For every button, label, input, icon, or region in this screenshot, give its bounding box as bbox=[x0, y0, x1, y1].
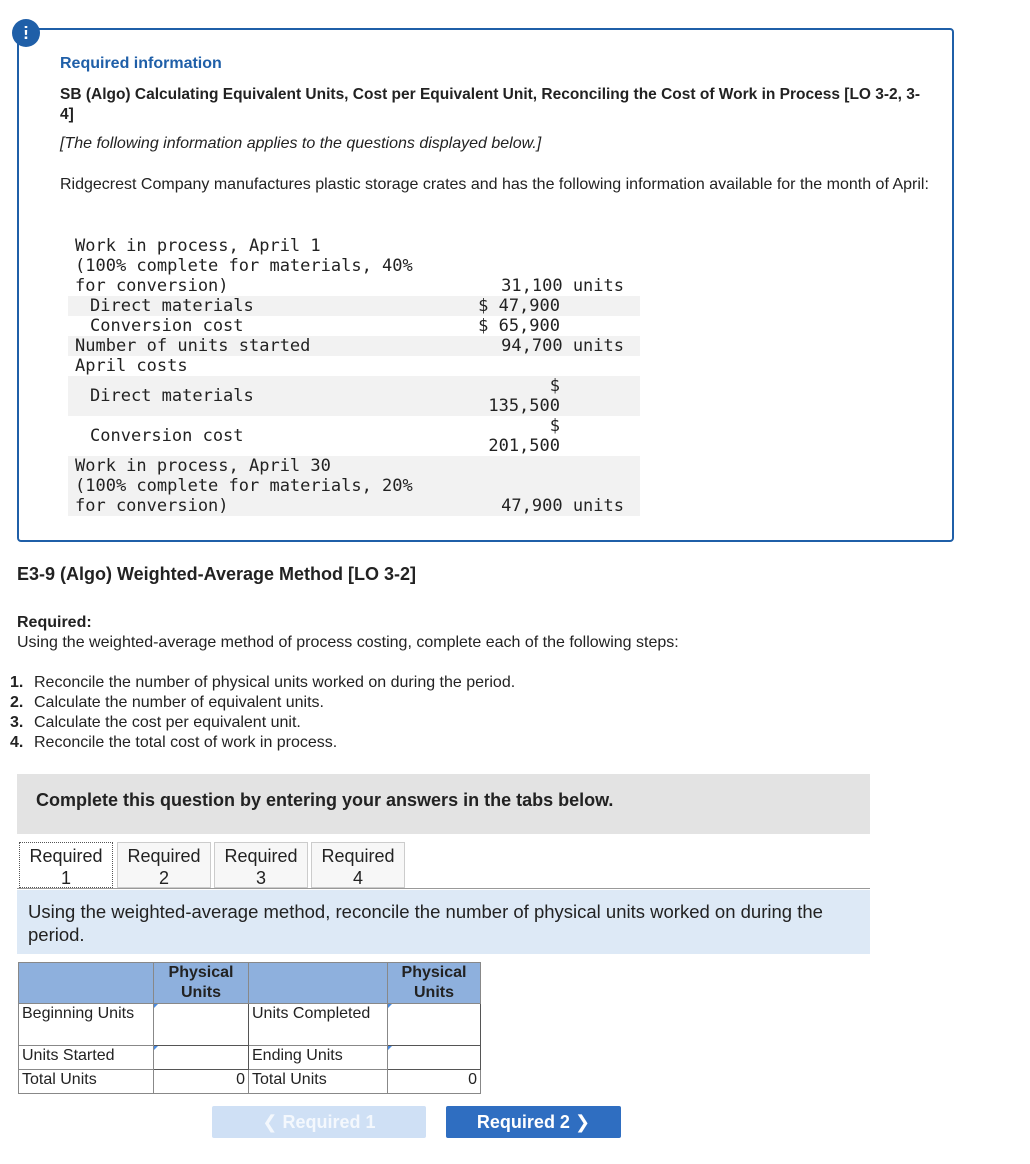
list-item: 1. Reconcile the number of physical units worked on during the period. bbox=[10, 674, 516, 691]
units-completed-label: Units Completed bbox=[249, 1004, 388, 1046]
total-units-left-label: Total Units bbox=[19, 1070, 154, 1094]
cc-beginning-label: Conversion cost bbox=[90, 316, 244, 336]
tab-required-2[interactable]: Required 2 bbox=[117, 842, 211, 888]
cc-beginning-row bbox=[68, 316, 640, 336]
beginning-units-label: Beginning Units bbox=[19, 1004, 154, 1046]
total-units-left-value: 0 bbox=[154, 1070, 249, 1094]
dm-april-dollar: $ bbox=[549, 376, 560, 396]
list-item: 2. Calculate the number of equivalent units. bbox=[10, 694, 324, 711]
required-text: Using the weighted-average method of process costing, complete each of the following steps: bbox=[17, 634, 679, 651]
exercise-title: E3-9 (Algo) Weighted-Average Method [LO 3-2] bbox=[17, 564, 417, 584]
ending-units-label: Ending Units bbox=[249, 1046, 388, 1070]
dm-april-label: Direct materials bbox=[90, 386, 254, 406]
april-costs-row bbox=[68, 356, 640, 376]
units-completed-input[interactable] bbox=[388, 1004, 481, 1046]
wip-april1-row bbox=[68, 236, 640, 296]
beginning-units-input[interactable] bbox=[154, 1004, 249, 1046]
complete-question-text: Complete this question by entering your answers in the tabs below. bbox=[36, 790, 614, 810]
dm-beginning-value: $ 47,900 bbox=[478, 296, 560, 316]
ending-units-input[interactable] bbox=[388, 1046, 481, 1070]
wip-april30-units: 47,900 units bbox=[501, 496, 624, 516]
list-item: 3. Calculate the cost per equivalent unit. bbox=[10, 714, 301, 731]
units-started-row bbox=[68, 336, 640, 356]
units-started-label: Units Started bbox=[19, 1046, 154, 1070]
dm-april-value: 135,500 bbox=[488, 396, 560, 416]
required-information-heading: Required information bbox=[60, 55, 222, 72]
dm-beginning-row bbox=[68, 296, 640, 316]
wip-april1-label: Work in process, April 1 bbox=[75, 236, 321, 256]
steps-list bbox=[10, 673, 515, 753]
chevron-right-icon: ❯ bbox=[574, 1112, 591, 1132]
wip-april1-conversion: for conversion) bbox=[75, 276, 229, 296]
previous-button[interactable] bbox=[212, 1106, 426, 1138]
problem-title: SB (Algo) Calculating Equivalent Units, Cost per Equivalent Unit, Reconciling the Cost of Work in Process [LO 3-2, 3-4] bbox=[60, 86, 921, 123]
physical-units-table bbox=[18, 962, 481, 1094]
wip-april30-row bbox=[68, 456, 640, 516]
total-units-right-value: 0 bbox=[388, 1070, 481, 1094]
header-physical-units-left: Physical Units bbox=[154, 963, 249, 1004]
chevron-left-icon: ❮ bbox=[262, 1112, 278, 1132]
wip-april30-completion: (100% complete for materials, 20% bbox=[75, 476, 413, 496]
tab-required-1[interactable]: Required 1 bbox=[19, 842, 113, 888]
cc-april-label: Conversion cost bbox=[90, 426, 244, 446]
alert-icon: ! bbox=[12, 19, 40, 47]
next-button-label: Required 2 bbox=[476, 1112, 570, 1132]
wip-april30-label: Work in process, April 30 bbox=[75, 456, 331, 476]
wip-april30-conversion: for conversion) bbox=[75, 496, 229, 516]
wip-april1-units: 31,100 units bbox=[501, 276, 624, 296]
cc-april-value: 201,500 bbox=[488, 436, 560, 456]
intro-text: Ridgecrest Company manufactures plastic storage crates and has the following information available for the month of April: bbox=[60, 176, 929, 193]
required-label: Required: bbox=[17, 614, 92, 631]
applies-note: [The following information applies to the questions displayed below.] bbox=[60, 135, 542, 152]
total-units-right-label: Total Units bbox=[249, 1070, 388, 1094]
cc-april-row bbox=[68, 416, 640, 456]
complete-question-banner bbox=[17, 774, 870, 834]
april-costs-label: April costs bbox=[75, 356, 188, 376]
tab-required-4[interactable]: Required 4 bbox=[311, 842, 405, 888]
next-button[interactable] bbox=[446, 1106, 621, 1138]
cc-april-dollar: $ bbox=[549, 416, 560, 436]
header-blank bbox=[19, 963, 154, 1004]
tab-required-3[interactable]: Required 3 bbox=[214, 842, 308, 888]
cc-beginning-value: $ 65,900 bbox=[478, 316, 560, 336]
list-item: 4. Reconcile the total cost of work in process. bbox=[10, 734, 338, 751]
previous-button-label: Required 1 bbox=[282, 1112, 376, 1132]
units-started-value: 94,700 units bbox=[501, 336, 624, 356]
wip-april1-completion: (100% complete for materials, 40% bbox=[75, 256, 413, 276]
header-blank-right bbox=[249, 963, 388, 1004]
instruction-text: Using the weighted-average method, reconcile the number of physical units worked on during the period. bbox=[28, 901, 823, 945]
header-physical-units-right: Physical Units bbox=[388, 963, 481, 1004]
instruction-panel bbox=[17, 890, 870, 954]
dm-april-row bbox=[68, 376, 640, 416]
tab-divider bbox=[17, 888, 870, 889]
dm-beginning-label: Direct materials bbox=[90, 296, 254, 316]
units-started-label: Number of units started bbox=[75, 336, 311, 356]
units-started-input[interactable] bbox=[154, 1046, 249, 1070]
